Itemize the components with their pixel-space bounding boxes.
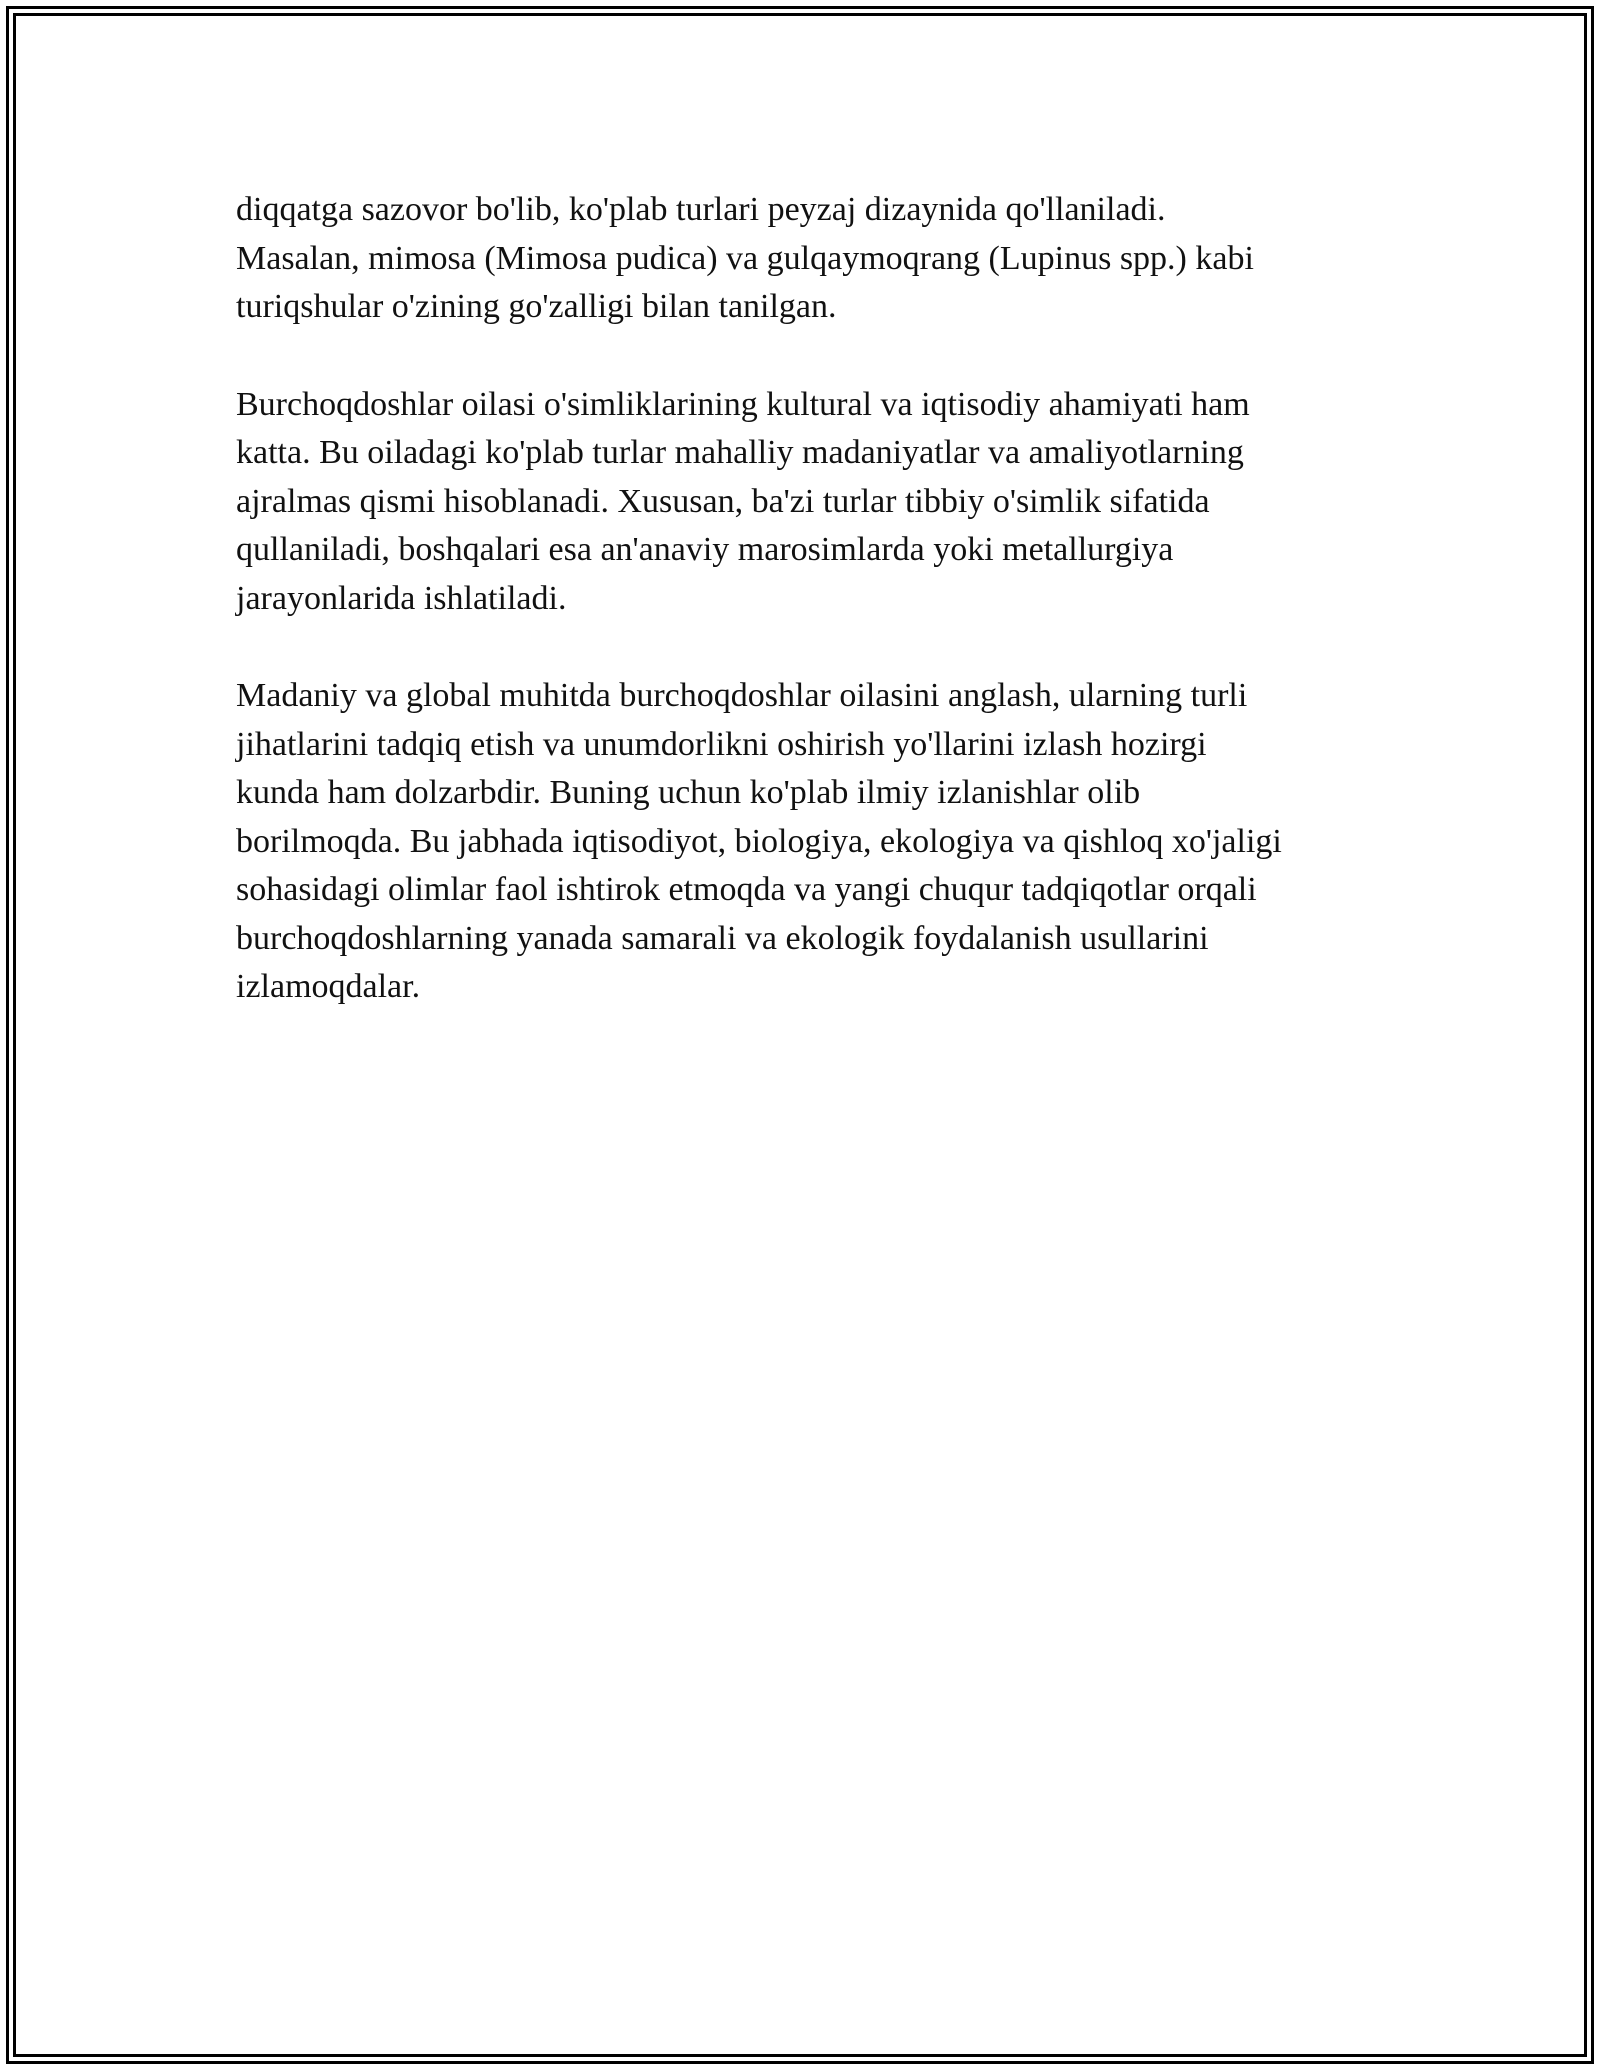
paragraph-2: Burchoqdoshlar oilasi o'simliklarining kultural va iqtisodiy ahamiyati ham katta. Bu oiladagi ko'plab turlar mahalliy madaniyatlar va amaliyotlarning ajralmas qismi hisoblanadi. Xususan, ba'zi turlar tibbiy o'simlik sifatida qullaniladi, boshqalari esa an'anaviy marosimlarda yoki metallurgiya jarayonlarida ishlatiladi. (236, 385, 1250, 617)
document-body (236, 186, 1376, 1061)
paragraph-1: diqqatga sazovor bo'lib, ko'plab turlari peyzaj dizaynida qo'llaniladi. Masalan, mimosa (Mimosa pudica) va gulqaymoqrang (Lupinus spp.) kabi turiqshular o'zining go'zalligi bilan tanilgan. (236, 191, 1254, 325)
paragraph-3: Madaniy va global muhitda burchoqdoshlar oilasini anglash, ularning turli jihatlarini tadqiq etish va unumdorlikni oshirish yo'llarini izlash hozirgi kunda ham dolzarbdir. Buning uchun ko'plab ilmiy izlanishlar olib borilmoqda. Bu jabhada iqtisodiyot, biologiya, ekologiya va qishloq xo'jaligi sohasidagi olimlar faol ishtirok etmoqda va yangi chuqur tadqiqotlar orqali burchoqdoshlarning yanada samarali va ekologik foydalanish usullarini izlamoqdalar. (236, 677, 1282, 1005)
